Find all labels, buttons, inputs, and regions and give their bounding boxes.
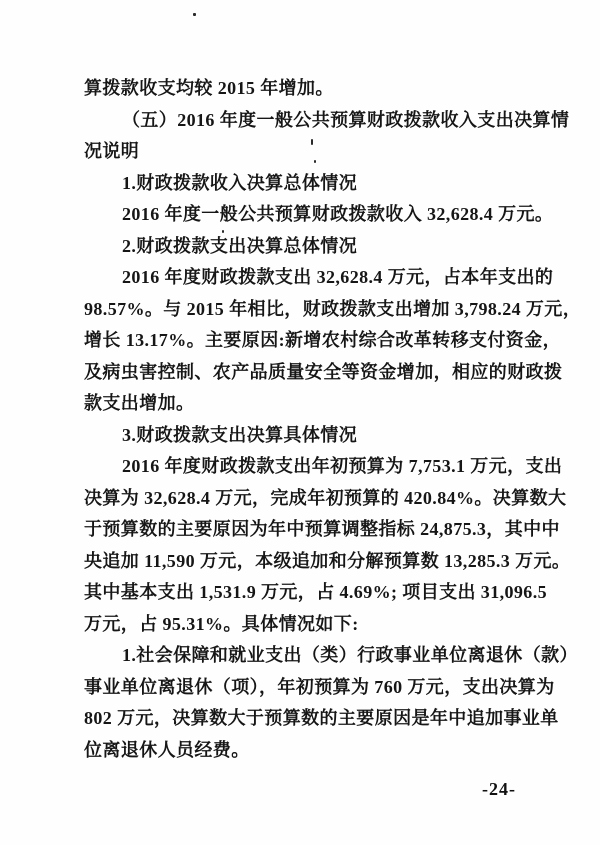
scan-speck xyxy=(222,230,224,233)
text-line: 事业单位离退休（项），年初预算为 760 万元，支出决算为 xyxy=(84,676,555,697)
text-line: 决算为 32,628.4 万元，完成年初预算的 420.84%。决算数大 xyxy=(84,487,567,508)
text-line: 万元，占 95.31%。具体情况如下: xyxy=(84,613,359,634)
text-line: （五）2016 年度一般公共预算财政拨款收入支出决算情 xyxy=(122,109,570,130)
text-line: 其中基本支出 1,531.9 万元，占 4.69%; 项目支出 31,096.5 xyxy=(84,582,547,602)
text-line: 2016 年度财政拨款支出 32,628.4 万元，占本年支出的 xyxy=(122,267,554,287)
scan-speck xyxy=(193,13,196,16)
text-line: 况说明 xyxy=(84,141,140,161)
text-line: 位离退休人员经费。 xyxy=(84,739,250,760)
text-line: 3.财政拨款支出决算具体情况 xyxy=(122,424,358,445)
text-line: 2016 年度财政拨款支出年初预算为 7,753.1 万元，支出 xyxy=(122,456,563,476)
page-number: -24- xyxy=(482,779,516,799)
text-line: 央追加 11,590 万元，本级追加和分解预算数 13,285.3 万元。 xyxy=(84,550,571,571)
text-line: 1.财政拨款收入决算总体情况 xyxy=(122,172,358,193)
text-line: 98.57%。与 2015 年相比，财政拨款支出增加 3,798.24 万元， xyxy=(84,298,582,319)
text-line: 及病虫害控制、农产品质量安全等资金增加，相应的财政拨 xyxy=(84,361,563,382)
text-line: 于预算数的主要原因为年中预算调整指标 24,875.3，其中中 xyxy=(84,519,560,539)
text-line: 款支出增加。 xyxy=(84,393,195,413)
text-line: 2.财政拨款支出决算总体情况 xyxy=(122,235,358,256)
scan-speck xyxy=(314,160,316,163)
text-line: 1.社会保障和就业支出（类）行政事业单位离退休（款） xyxy=(122,645,578,665)
text-line: 802 万元，决算数大于预算数的主要原因是年中追加事业单 xyxy=(84,708,559,728)
text-line: 2016 年度一般公共预算财政拨款收入 32,628.4 万元。 xyxy=(122,204,554,224)
text-line: 增长 13.17%。主要原因:新增农村综合改革转移支付资金， xyxy=(84,330,561,350)
document-body xyxy=(84,73,582,766)
text-line: 算拨款收支均较 2015 年增加。 xyxy=(84,78,334,98)
scan-speck xyxy=(311,139,313,145)
